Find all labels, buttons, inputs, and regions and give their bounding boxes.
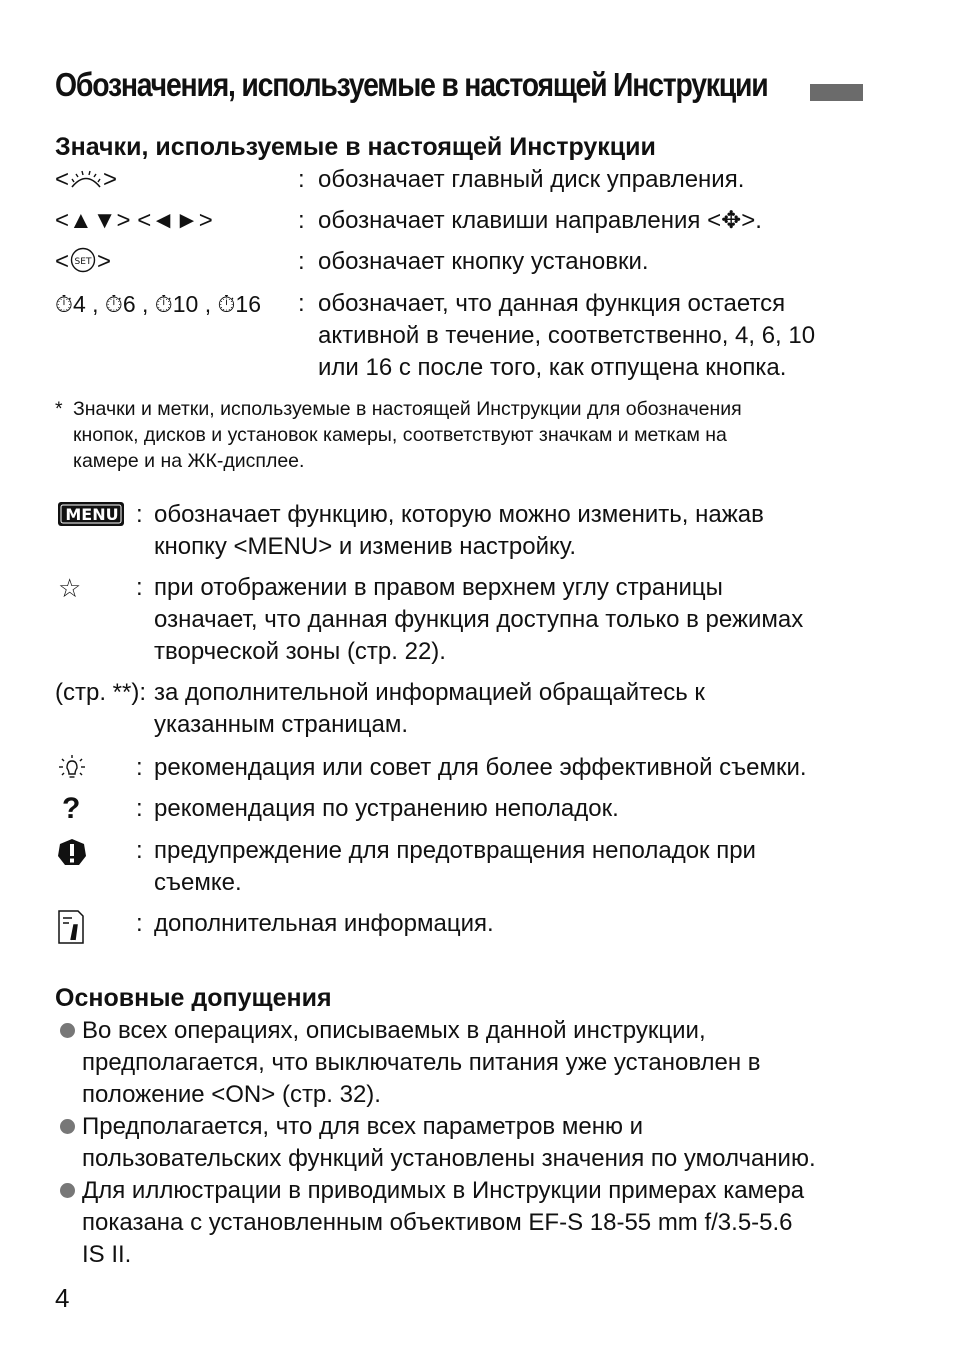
assumption-line: пользовательских функций установлены значения по умолчанию. — [82, 1145, 816, 1172]
desc-line: при отображении в правом верхнем углу страницы — [154, 574, 723, 601]
main-dial-desc — [318, 164, 744, 196]
main-dial-symbol: < > — [55, 166, 118, 193]
question-icon: ? — [62, 792, 81, 825]
desc-line: обозначает главный диск управления. — [318, 166, 745, 193]
memo-icon — [58, 910, 84, 949]
desc-line: активной в течение, соответственно, 4, 6, 10 — [318, 322, 816, 349]
row-colon: : — [136, 910, 143, 937]
desc-line: или 16 с после того, как отпущена кнопка. — [318, 354, 787, 381]
bullet-dot — [60, 1023, 75, 1038]
assumptions-heading: Основные допущения — [55, 984, 332, 1012]
assumption-line: положение <ON> (стр. 32). — [82, 1081, 381, 1108]
row-colon: : — [136, 795, 143, 822]
question-desc — [154, 793, 619, 825]
desc-line: за дополнительной информацией обращайтесь к — [154, 679, 705, 706]
set-icon — [69, 247, 97, 273]
main-dial-icon — [69, 168, 103, 190]
note-asterisk: * — [55, 398, 63, 420]
bulb-icon — [57, 754, 87, 787]
row-colon: : — [136, 574, 143, 601]
desc-line: обозначает функцию, которую можно изменить, нажав — [154, 501, 764, 528]
timer-symbols: ⏱4 , ⏱6 , ⏱10 , ⏱16 — [55, 291, 262, 317]
menu-desc — [154, 499, 764, 563]
memo-desc — [154, 908, 494, 940]
assumption-line: показана с установленным объективом EF-S 18-55 mm f/3.5-5.6 — [82, 1209, 793, 1236]
bullet-dot — [60, 1183, 75, 1198]
desc-line: обозначает, что данная функция остается — [318, 290, 786, 317]
title-bar-decoration — [810, 84, 863, 101]
icons-section-heading: Значки, используемые в настоящей Инструкции — [55, 133, 656, 161]
cross-keys-symbol: <▲▼> <◄►> — [55, 207, 213, 234]
assumption-item — [82, 1015, 761, 1111]
note-line: камере и на ЖК-дисплее. — [73, 450, 305, 472]
note-line: Значки и метки, используемые в настоящей Инструкции для обозначения — [73, 398, 742, 420]
desc-line: означает, что данная функция доступна только в режимах — [154, 606, 804, 633]
menu-icon — [58, 502, 124, 531]
assumption-item — [82, 1175, 804, 1271]
bulb-desc — [154, 752, 807, 784]
desc-line: съемке. — [154, 869, 242, 896]
star-icon: ☆ — [58, 573, 82, 603]
page-ref-desc — [154, 677, 705, 741]
assumption-item — [82, 1111, 816, 1175]
menu-icon-label: MENU — [65, 505, 119, 524]
warning-desc — [154, 835, 756, 899]
assumption-line: Для иллюстрации в приводимых в Инструкции примерах камера — [82, 1177, 805, 1204]
desc-line: обозначает клавиши направления <✥>. — [318, 207, 762, 234]
desc-line: обозначает кнопку установки. — [318, 248, 649, 275]
assumption-line: предполагается, что выключатель питания уже установлен в — [82, 1049, 761, 1076]
star-desc — [154, 572, 803, 668]
page-ref-symbol: (стр. **): — [55, 679, 147, 706]
warning-icon — [57, 838, 87, 871]
assumption-line: IS II. — [82, 1241, 132, 1268]
set-button-symbol: < SET > — [55, 248, 112, 275]
page-number: 4 — [55, 1283, 70, 1313]
row-colon: : — [136, 837, 143, 864]
bullet-dot — [60, 1119, 75, 1134]
row-colon: : — [298, 248, 305, 275]
timer-desc — [318, 288, 815, 384]
note-line: кнопок, дисков и установок камеры, соответствуют значкам и меткам на — [73, 424, 727, 446]
desc-line: рекомендация по устранению неполадок. — [154, 795, 619, 822]
page-title: Обозначения, используемые в настоящей Инструкции — [55, 66, 768, 103]
desc-line: творческой зоны (стр. 22). — [154, 638, 446, 665]
cross-keys-desc — [318, 205, 762, 237]
row-colon: : — [136, 501, 143, 528]
assumption-line: Предполагается, что для всех параметров меню и — [82, 1113, 644, 1140]
desc-line: дополнительная информация. — [154, 910, 494, 937]
desc-line: кнопку <MENU> и изменив настройку. — [154, 533, 577, 560]
desc-line: предупреждение для предотвращения неполадок при — [154, 837, 756, 864]
row-colon: : — [298, 207, 305, 234]
assumption-line: Во всех операциях, описываемых в данной инструкции, — [82, 1017, 706, 1044]
desc-line: указанным страницам. — [154, 711, 408, 738]
row-colon: : — [136, 754, 143, 781]
row-colon: : — [298, 290, 305, 317]
set-button-desc — [318, 246, 649, 278]
svg-text:SET: SET — [74, 257, 92, 267]
desc-line: рекомендация или совет для более эффективной съемки. — [154, 754, 807, 781]
row-colon: : — [298, 166, 305, 193]
